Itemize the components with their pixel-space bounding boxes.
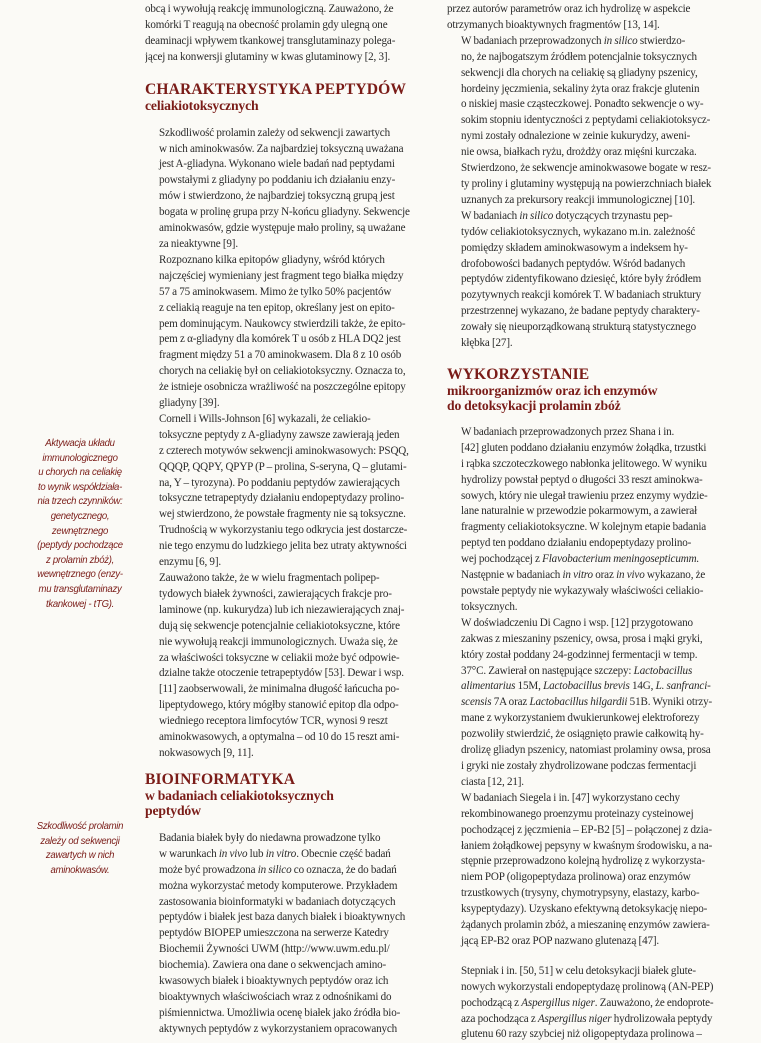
text-line: zakwas z mieszaniny pszenicy, owsa, prosa i mąki gryki, xyxy=(461,632,703,645)
text-line: u chorych na celiakię xyxy=(38,467,122,479)
heading-microorganisms-subtitle-1: mikroorganizmów oraz ich enzymów xyxy=(447,382,658,398)
text-line: immunologicznego xyxy=(42,452,118,464)
text-line: za właściwości toksyczne w celiakii może być odpowie- xyxy=(159,651,400,664)
text-line: enzymu [6, 9]. xyxy=(159,556,221,569)
text-line: fragmenty celiakiotoksyczne. W kolejnym etapie badania xyxy=(461,521,707,534)
heading-microorganisms xyxy=(447,366,737,413)
text-line: Biochemii Żywności UWM (http://www.uwm.edu.pl/ xyxy=(159,943,390,956)
text-line: peptydów zidentyfikowano dziesięć, które były źródłem xyxy=(461,273,702,286)
heading-characteristics-title: CHARAKTERYSTYKA PEPTYDÓW xyxy=(145,80,407,98)
right-paragraph-6: Stepniak i in. [50, 51] w celu detoksykacji białek glute- nowych wykorzystali endopeptydazę prolinową (AN-PEP) pochodzącą z Aspergillus niger. Zauważono, że endoprote- aza pochodząca z Aspergillus niger hydrolizowała peptydy glutenu 60 razy szybciej niż oligopeptydaza prolinowa – xyxy=(461,964,714,1041)
text-line: W badaniach Siegela i in. [47] wykorzystano cechy xyxy=(461,791,680,804)
text-line: trzustkowych (trysyny, chymotrypsyny, elastazy, karbo- xyxy=(461,887,700,900)
text-line: jącej na konwersji glutaminy w kwas glutaminowy [2, 3]. xyxy=(145,50,391,63)
text-line: mów i stwierdzono, że najbardziej toksyczną grupą jest xyxy=(159,190,395,203)
text-line: deaminacji wpływem tkankowej transglutaminazy polega- xyxy=(145,34,396,47)
text-line: toksyczne peptydy z A-gliadyny zawsze zawierają jeden xyxy=(159,428,400,441)
text-line: nie owsa, białkach ryżu, drożdży oraz mięśni kurczaka. xyxy=(461,146,697,159)
text-line: łaniem żołądkowej pepsyny w kwaśnym środowisku, a na- xyxy=(461,839,713,852)
text-line: otrzymanych bioaktywnych fragmentów [13, 14]. xyxy=(447,18,660,31)
text-line: toksyczne tetrapeptydy działaniu endopeptydazy prolino- xyxy=(159,492,405,505)
text-line: peptydów i białek jest baza danych białek i bioaktywnych xyxy=(159,911,406,924)
left-paragraph-4 xyxy=(145,571,435,762)
text-line: z celiakią reaguje na ten epitop, określany jest on epito- xyxy=(159,301,395,314)
text-line: [42] gluten poddano działaniu enzymów żołądka, trzustki xyxy=(461,441,707,454)
text-line: kwasowych białek i bioaktywnych peptydów oraz ich xyxy=(159,975,389,988)
text-line: peptydów BIOPEP umieszczona na serwerze Katedry xyxy=(159,927,389,940)
text-line: pozytywnych reakcji komórek T. W badaniach struktury xyxy=(461,289,702,302)
text-line: chorych na celiakię był on celiakiotoksyczny. Oznacza to, xyxy=(159,365,406,378)
text-line: obcą i wywołują reakcję immunologiczną. Zauważono, że xyxy=(145,3,394,15)
text-line: mu transglutaminazy xyxy=(38,583,122,595)
text-line: można wykorzystać metody komputerowe. Przykładem xyxy=(159,879,398,892)
text-line: rekombinowanego proenzymu proteinazy cysteinowej xyxy=(461,807,694,820)
text-line: dzialne także otoczenie tetrapeptydów [53]. Dewar i wsp. xyxy=(159,667,404,680)
text-line: Rozpoznano kilka epitopów gliadyny, wśród których xyxy=(159,253,385,266)
text-line: pem z α-gliadyny dla komórek T u osób z HLA DQ2 jest xyxy=(159,333,401,346)
text-line: tydów celiakiotoksycznych, wykazano m.in. zależność xyxy=(461,225,696,238)
text-line: kłębka [27]. xyxy=(461,337,513,350)
text-line: lipeptydowego, który mógłby stanowić epitop dla odpo- xyxy=(159,699,399,712)
text-line: QQQP, QQPY, QPYP (P – prolina, S-seryna, Q – glutami- xyxy=(159,460,407,473)
text-line: przez autorów parametrów oraz ich hydrolizę w aspekcie xyxy=(447,3,691,15)
left-column xyxy=(145,0,435,1038)
text-line: laminowe (np. kukurydza) lub ich niezawierających znaj- xyxy=(159,603,405,616)
text-line: nymi zostały odnalezione w zeinie kukurydzy, aweni- xyxy=(461,130,691,143)
text-line: nie tego enzymu do ludzkiego jelita bez utraty aktywności xyxy=(159,540,407,553)
text-line: Aktywacja układu xyxy=(45,438,115,449)
text-line: i gryki nie zostały zhydrolizowane podczas fermentacji xyxy=(461,759,697,772)
heading-bioinformatics-subtitle-2: peptydów xyxy=(145,802,201,818)
text-line: komórki T reagują na obecność prolamin gdy ulegną one xyxy=(145,18,388,31)
text-line: aktywnych peptydów z wykorzystaniem opracowanych xyxy=(159,1022,398,1035)
text-line: lane naturalnie w przewodzie pokarmowym, a zawierał xyxy=(461,505,698,518)
text-line: aminokwasów, gdzie występuje mało proliny, są uważane xyxy=(159,222,406,235)
text-line: z prolamin zbóż), xyxy=(45,554,115,566)
left-intro-paragraph xyxy=(145,0,435,66)
left-paragraph-2 xyxy=(145,253,435,412)
text-line: sokim stopniu identyczności z peptydami celiakiotoksycz- xyxy=(461,114,711,127)
text-line: wiedniego receptora limfocytów TCR, wynosi 9 reszt xyxy=(159,715,388,728)
right-column xyxy=(447,0,737,1043)
right-intro-paragraph xyxy=(447,0,737,34)
text-line: zastosowania bioinformatyki w badaniach dotyczących xyxy=(159,895,396,908)
text-line: pomiędzy składem aminokwasowym a indeksem hy- xyxy=(461,241,688,254)
text-line: Zauważono także, że w wielu fragmentach polipep- xyxy=(159,572,380,584)
right-paragraph-3: W badaniach przeprowadzonych przez Shana i in. [42] gluten poddano działaniu enzymów żołądka, trzustki i rąbka szczoteczkowego nabłonka jelitowego. W wyniku hydrolizy powstał peptyd o długości 33 reszt aminokwa- sowych, który nie ulegał trawieniu przez enzymy wydzie- lane naturalnie w przewodzie pokarmowym, a zawierał fragmenty celiakiotoksyczne. W kolejnym etapie badania peptyd ten poddano działaniu endopeptydazy prolino- wej pochodzącej z Flavobacterium meningosepticumm. Następnie w badaniach in vitro oraz in vivo wykazano, że powstałe peptydy nie wykazywały właściwości celiakio- toksycznych. xyxy=(447,425,737,616)
text-line: W doświadczeniu Di Cagno i wsp. [12] przygotowano xyxy=(461,616,693,629)
heading-characteristics xyxy=(145,81,435,113)
species-name: Lactobacillus xyxy=(633,664,693,677)
text-line: aminokwasowych, a optymalna – od 10 do 15 reszt ami- xyxy=(159,731,400,744)
text-line: mane z wykorzystaniem dwukierunkowej elektroforezy xyxy=(461,712,700,725)
left-paragraph-5: Badania białek były do niedawna prowadzone tylko w warunkach in vivo lub in vitro. Obecnie część badań może być prowadzona in silico co oznacza, że do badań można wykorzystać metody komputerowe. Przykładem zastosowania bioinformatyki w badaniach dotyczących peptydów i białek jest baza danych białek i bioaktywnych peptydów BIOPEP umieszczona na serwerze Katedry Biochemii Żywności UWM (http://www.uwm.edu.pl/ biochemia). Zawiera ona dane o sekwencjach amino- kwasowych białek i bioaktywnych peptydów oraz ich bioaktywnych właściwościach wraz z odnośnikami do piśmiennictwa. Umożliwia ocenę białek jako źródła bio- aktywnych peptydów z wykorzystaniem opracowanych xyxy=(145,831,435,1038)
text-line: zewnętrznego xyxy=(51,525,109,537)
text-line: z czterech motywów sekwencji aminokwasowych: PSQQ, xyxy=(159,444,409,457)
text-line: że istnieje osobnicza wrażliwość na poszczególne epitopy xyxy=(159,381,406,394)
heading-microorganisms-subtitle-2: do detoksykacji prolamin zbóż xyxy=(447,397,621,413)
text-line: stępnie przeprowadzono kolejną hydrolizę z wykorzysta- xyxy=(461,855,705,868)
text-line: jącą EP-B2 oraz POP nazwano glutenazą [47]. xyxy=(461,934,660,947)
heading-characteristics-subtitle: celiakiotoksycznych xyxy=(145,97,259,113)
text-line: dują się sekwencje potencjalnie celiakiotoksyczne, które xyxy=(159,619,400,632)
heading-bioinformatics-subtitle-1: w badaniach celiakiotoksycznych xyxy=(145,787,334,803)
text-line: zowały się nieuporządkowaną strukturą statystycznego xyxy=(461,321,696,334)
text-line: 37°C. Zawierał on następujące szczepy: Lactobacillus xyxy=(461,664,693,677)
text-line: Szkodliwość prolamin xyxy=(36,821,124,832)
text-line: o niskiej masie cząsteczkowej. Ponadto sekwencje o wy- xyxy=(461,98,704,111)
text-line: pozwoliły stwierdzić, że osiągnięto prawie całkowitą hy- xyxy=(461,728,704,741)
text-line: pochodzącej z jęczmienia – EP-B2 [5] – połączonej z dzia- xyxy=(461,823,712,836)
text-line: najczęściej wymieniany jest fragment tego białka między xyxy=(159,269,404,282)
text-line: i rąbka szczoteczkowego nabłonka jelitowego. W wyniku xyxy=(461,457,707,470)
text-line: tkankowej - tTG). xyxy=(45,598,115,610)
text-line: wewnętrznego (enzy- xyxy=(37,569,123,581)
heading-bioinformatics-title: BIOINFORMATYKA xyxy=(145,770,296,788)
heading-microorganisms-title: WYKORZYSTANIE xyxy=(447,365,590,383)
right-paragraph-5 xyxy=(447,791,737,950)
text-line: bioaktywnych właściwościach wraz z odnośnikami do xyxy=(159,990,392,1003)
text-line: ksypeptydazy). Uzyskano efektywną detoksykację niepo- xyxy=(461,903,708,916)
text-line: Szkodliwość prolamin zależy od sekwencji zawartych xyxy=(159,126,390,139)
text-line: W badaniach przeprowadzonych przez Shana i in. xyxy=(461,425,675,438)
text-line: niem POP (oligopeptydaza prolinowa) oraz enzymów xyxy=(461,871,691,884)
text-line: przestrzennej wykazano, że badane peptydy charaktery- xyxy=(461,305,700,318)
text-line: wej stwierdzono, że powstałe fragmenty nie są toksyczne. xyxy=(159,508,406,521)
text-line: ty proliny i glutaminy występują na powierzchniach białek xyxy=(461,177,712,190)
text-line: bogata w prolinę grupa przy N-końcu gliadyny. Sekwencje xyxy=(159,206,410,219)
text-line: to wynik współdziała- xyxy=(37,481,122,493)
text-line: nokwasowych [9, 11]. xyxy=(159,746,254,759)
sidebar-note-activation xyxy=(34,437,126,612)
text-line: na, Y – tyrozyna). Po poddaniu peptydów zawierających xyxy=(159,476,400,489)
text-line: piśmiennictwa. Umożliwia ocenę białek jako źródła bio- xyxy=(159,1006,401,1019)
text-line: ciasta [12, 21]. xyxy=(461,775,524,788)
text-line: uznanych za prekursory reakcji immunologicznej [10]. xyxy=(461,193,696,206)
text-line: hordeiny jęczmienia, sekaliny żyta oraz frakcje glutenin xyxy=(461,82,700,95)
text-line: gliadyny [39]. xyxy=(159,397,220,410)
right-paragraph-4: W doświadczeniu Di Cagno i wsp. [12] przygotowano zakwas z mieszaniny pszenicy, owsa, prosa i mąki gryki, który został poddany 24-godzinnej fermentacji w temp. 37°C. Zawierał on następujące szczepy: Lactobacillus alimentarius 15M, Lactobacillus brevis 14G, L. sanfranci- scensis 7A oraz Lactobacillus hilgardii 51B. Wyniki otrzy- mane z wykorzystaniem dwukierunkowej elektroforezy pozwoliły stwierdzić, że osiągnięto prawie całkowitą hy- drolizę gliadyn pszenicy, natomiast prolaminy owsa, prosa i gryki nie zostały zhydrolizowane podczas fermentacji ciasta [12, 21]. xyxy=(447,616,737,791)
text-line: aminokwasów. xyxy=(50,864,110,876)
right-paragraph-1: W badaniach przeprowadzonych in silico stwierdzo- no, że najbogatszym źródłem potencjalnie toksycznych sekwencji dla chorych na celiakię są gliadyny pszenicy, hordeiny jęczmienia, sekaliny żyta oraz frakcje glutenin o niskiej masie cząsteczkowej. Ponadto sekwencje o wy- sokim stopniu identyczności z peptydami celiakiotoksycz- nymi zostały odnalezione w zeinie kukurydzy, aweni- nie owsa, białkach ryżu, drożdży oraz mięśni kurczaka. Stwierdzono, że sekwencje aminokwasowe bogate w resz- ty proliny i glutaminy występują na powierzchniach białek uznanych za prekursory reakcji immunologicznej [10]. xyxy=(447,34,737,209)
text-line: biochemia). Zawiera ona dane o sekwencjach amino- xyxy=(159,959,387,972)
text-line: drofobowości badanych peptydów. Wśród badanych xyxy=(461,257,686,270)
text-line: genetycznego, xyxy=(50,510,110,522)
right-paragraph-2: W badaniach in silico dotyczących trzynastu pep- tydów celiakiotoksycznych, wykazano m.in. zależność pomiędzy składem aminokwasowym a indeksem hy- drofobowości badanych peptydów. Wśród badanych peptydów zidentyfikowano dziesięć, które były źródłem pozytywnych reakcji komórek T. W badaniach struktury przestrzennej wykazano, że badane peptydy charaktery- zowały się nieuporządkowaną strukturą statystycznego kłębka [27]. xyxy=(447,209,737,352)
text-line: powstałymi z gliadyny po poddaniu ich działaniu enzy- xyxy=(159,174,396,187)
text-line: zawartych w nich xyxy=(45,850,115,862)
text-line: sowych, który nie ulegał trawieniu przez enzymy wydzie- xyxy=(461,489,708,502)
left-paragraph-1 xyxy=(145,126,435,253)
text-line: (peptydy pochodzące xyxy=(37,540,123,552)
text-line: peptyd ten poddano działaniu endopeptydazy prolino- xyxy=(461,537,692,550)
text-line: który został poddany 24-godzinnej fermentacji w temp. xyxy=(461,648,698,661)
text-line: Cornell i Wills-Johnson [6] wykazali, że celiakio- xyxy=(159,412,371,425)
left-paragraph-3 xyxy=(145,412,435,571)
text-line: tydowych białek żywności, zawierających frakcje pro- xyxy=(159,587,392,600)
text-line: drolizę gliadyn pszenicy, natomiast prolaminy owsa, prosa xyxy=(461,744,711,757)
text-line: w nich aminokwasów. Za najbardziej toksyczną uważana xyxy=(159,142,404,155)
text-line: hydrolizy powstał peptyd o długości 33 reszt aminokwa- xyxy=(461,473,703,486)
text-line: fragment między 51 a 70 aminokwasem. Dla 8 z 10 osób xyxy=(159,349,402,362)
text-line: zależy od sekwencji xyxy=(40,835,120,847)
text-line: [11] zaobserwowali, że minimalna długość łańcucha po- xyxy=(159,683,400,696)
text-line: nie wywołują reakcji immunologicznych. Uważa się, że xyxy=(159,635,398,648)
heading-bioinformatics xyxy=(145,771,435,818)
text-line: za nieaktywne [9]. xyxy=(159,237,238,250)
text-line: Stwierdzono, że sekwencje aminokwasowe bogate w resz- xyxy=(461,162,711,175)
text-line: no, że najbogatszym źródłem potencjalnie toksycznych xyxy=(461,50,697,63)
text-line: nia trzech czynników: xyxy=(37,496,123,508)
text-line: 57 a 75 aminokwasem. Mimo że tylko 50% pacjentów xyxy=(159,285,392,298)
text-line: pem dominującym. Naukowcy stwierdzili także, że epito- xyxy=(159,317,406,330)
text-line: sekwencji dla chorych na celiakię są gliadyny pszenicy, xyxy=(461,66,698,79)
text-line: żądanych prolamin zbóż, a mieszaninę enzymów zawiera- xyxy=(461,919,710,932)
sidebar-note-harmfulness xyxy=(34,820,126,878)
text-line: Trudnością w wykorzystaniu tego odkrycia jest dostarcze- xyxy=(159,524,408,537)
text-line: jest A-gliadyna. Wykonano wiele badań nad peptydami xyxy=(159,158,395,171)
